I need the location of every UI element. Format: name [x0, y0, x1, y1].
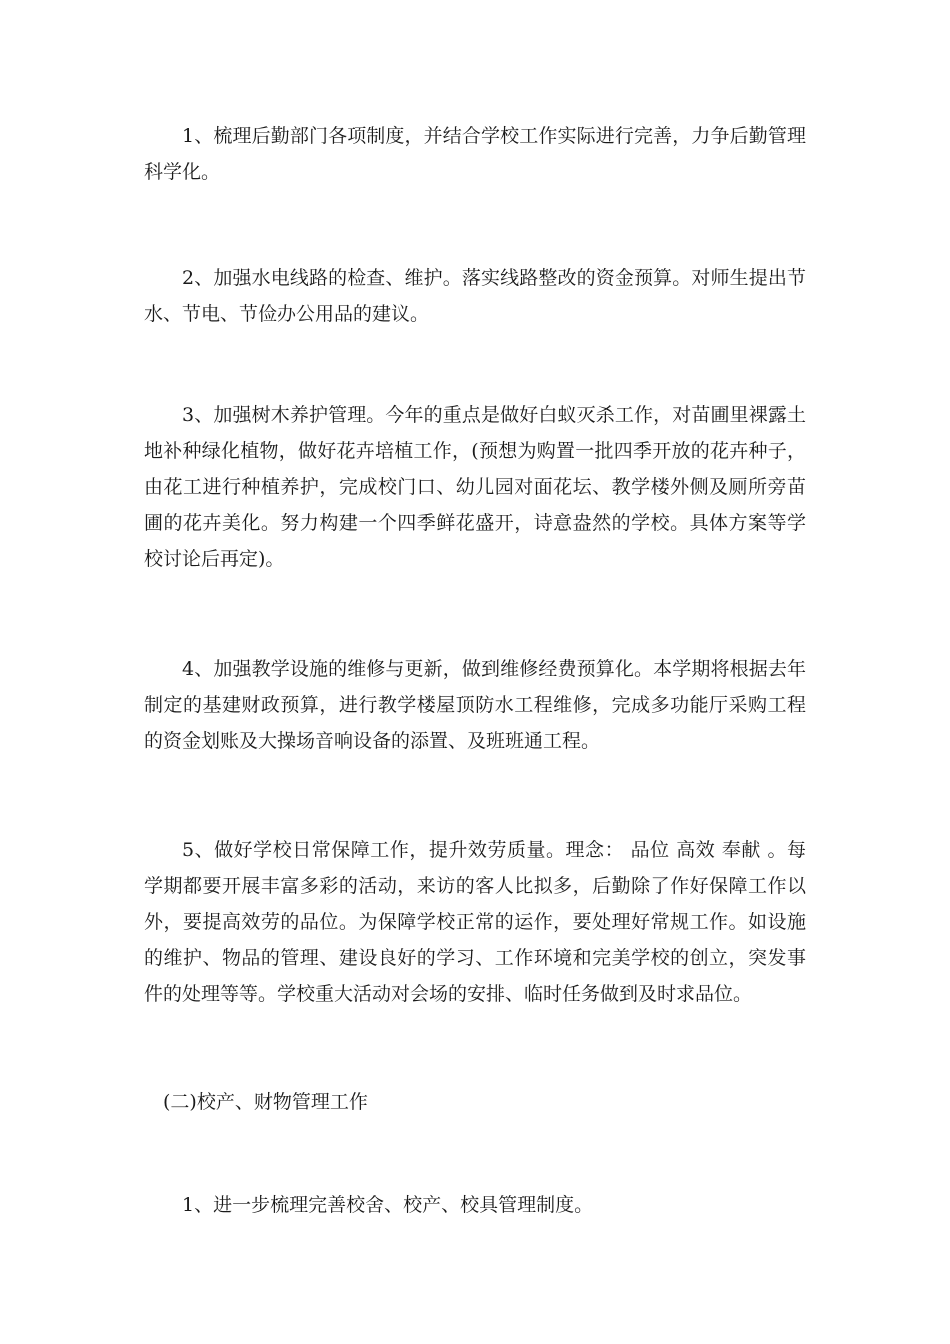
paragraph-5: 5、做好学校日常保障工作，提升效劳质量。理念： 品位 高效 奉献 。每学期都要开展丰富多彩的活动，来访的客人比拟多，后勤除了作好保障工作以外，要提高效劳的品位。为保障学校正常的运作，要处理好常规工作。如设施的维护、物品的管理、建设良好的学习、工作环境和完美学校的创立，突发事件的处理等等。学校重大活动对会场的安排、临时任务做到及时求品位。: [144, 839, 806, 1005]
paragraph-4: 4、加强教学设施的维修与更新，做到维修经费预算化。本学期将根据去年制定的基建财政预算，进行教学楼屋顶防水工程维修，完成多功能厅采购工程的资金划账及大操场音响设备的添置、及班班通工程。: [144, 658, 806, 752]
section-heading: (二)校产、财物管理工作: [163, 1091, 368, 1113]
paragraph-3: 3、加强树木养护管理。今年的重点是做好白蚁灭杀工作，对苗圃里裸露土地补种绿化植物，做好花卉培植工作，(预想为购置一批四季开放的花卉种子，由花工进行种植养护，完成校门口、幼儿园对面花坛、教学楼外侧及厕所旁苗圃的花卉美化。努力构建一个四季鲜花盛开，诗意盎然的学校。具体方案等学校讨论后再定)。: [144, 404, 806, 570]
section-item-1: 1、进一步梳理完善校舍、校产、校具管理制度。: [182, 1194, 594, 1216]
paragraph-2: 2、加强水电线路的检查、维护。落实线路整改的资金预算。对师生提出节水、节电、节俭办公用品的建议。: [144, 267, 806, 325]
paragraph-1: 1、梳理后勤部门各项制度，并结合学校工作实际进行完善，力争后勤管理科学化。: [144, 125, 806, 183]
